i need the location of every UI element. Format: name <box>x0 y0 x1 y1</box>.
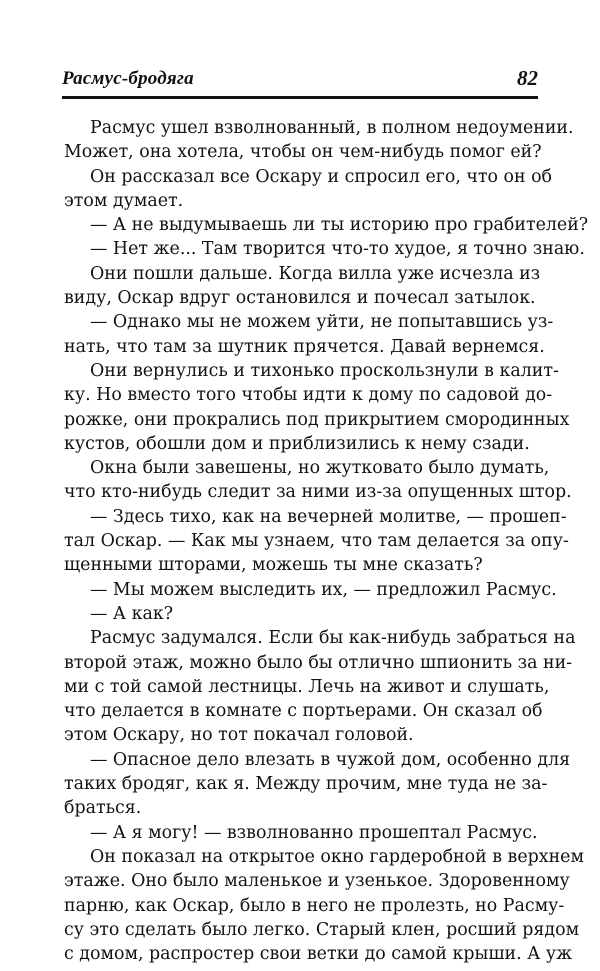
text-line: ми с той самой лестницы. Лечь на живот и слушать, <box>64 676 550 697</box>
text-line: — А не выдумываешь ли ты историю про грабителей? <box>90 215 589 236</box>
text-line: Окна были завешены, но жутковато было думать, <box>90 458 550 479</box>
text-line: щенными шторами, можешь ты мне сказать? <box>64 555 483 576</box>
text-line: рожке, они прокрались под прикрытием смородинных <box>64 409 570 430</box>
text-line: с домом, распростер свои ветки до самой крыши. А уж <box>64 944 573 965</box>
text-line: Расмус ушел взволнованный, в полном недоумении. <box>90 118 574 138</box>
text-line: — А я могу! — взволнованно прошептал Расмус. <box>90 822 538 843</box>
text-line: — Нет же... Там творится что-то худое, я точно знаю. <box>90 239 585 260</box>
text-line: виду, Оскар вдруг остановился и почесал затылок. <box>64 288 536 309</box>
text-line: таких бродяг, как я. Между прочим, мне туда не за- <box>64 774 548 795</box>
text-line: что кто-нибудь следит за ними из-за опущенных штор. <box>64 482 572 503</box>
text-line: кустов, обошли дом и приблизились к нему сзади. <box>64 433 530 454</box>
text-line: ку. Но вместо того чтобы идти к дому по садовой до- <box>64 385 553 406</box>
header-rule <box>62 96 538 99</box>
text-line: этом Оскару, но тот покачал головой. <box>64 725 414 746</box>
text-line: Расмус задумался. Если бы как-нибудь забраться на <box>90 628 576 649</box>
text-line: браться. <box>64 798 142 819</box>
text-line: тал Оскар. — Как мы узнаем, что там делается за опу- <box>64 531 569 552</box>
page-number: 82 <box>517 66 538 90</box>
running-title: Расмус-бродяга <box>62 68 194 89</box>
text-line: Он показал на открытое окно гардеробной в верхнем <box>90 846 584 867</box>
body-text <box>64 116 589 966</box>
text-line: этаже. Оно было маленькое и узенькое. Здоровенному <box>64 871 570 892</box>
text-line: — Здесь тихо, как на вечерней молитве, — прошеп- <box>90 506 567 527</box>
text-line: — Мы можем выследить их, — предложил Расмус. <box>90 579 557 600</box>
text-line: Они вернулись и тихонько проскользнули в калит- <box>90 360 559 381</box>
text-line: этом думает. <box>64 190 184 211</box>
text-line: — Опасное дело влезать в чужой дом, особенно для <box>90 749 571 770</box>
text-line: парню, как Оскар, было в него не пролезть, но Расму- <box>64 895 565 916</box>
text-line: нать, что там за шутник прячется. Давай вернемся. <box>64 336 545 357</box>
text-line: — Однако мы не можем уйти, не попытавшись уз- <box>90 312 554 333</box>
page-header <box>62 68 538 102</box>
text-line: что делается в комнате с портьерами. Он сказал об <box>64 701 543 722</box>
text-line: су это сделать было легко. Старый клен, росший рядом <box>64 919 580 940</box>
text-line: Может, она хотела, чтобы он чем-нибудь помог ей? <box>64 142 542 163</box>
text-line: Они пошли дальше. Когда вилла уже исчезла из <box>90 263 541 284</box>
text-line: Он рассказал все Оскару и спросил его, что он об <box>90 166 553 187</box>
text-line: — А как? <box>90 603 174 624</box>
text-line: второй этаж, можно было бы отлично шпионить за ни- <box>64 652 573 673</box>
